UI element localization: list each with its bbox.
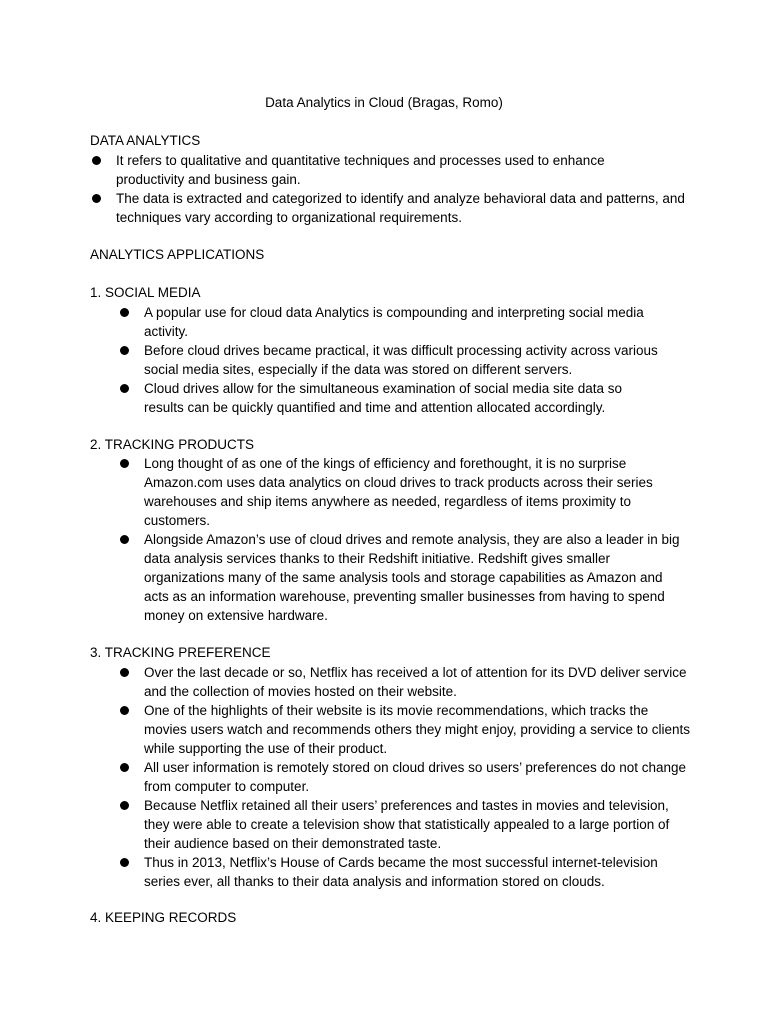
- bullet-icon: [120, 346, 129, 355]
- document-title: Data Analytics in Cloud (Bragas, Romo): [265, 95, 503, 110]
- bullet-icon: [120, 459, 129, 468]
- bullet-icon: [120, 384, 129, 393]
- list-item: Alongside Amazon’s use of cloud drives and remote analysis, they are also a leader in big data analysis services thanks to their Redshift initiative. Redshift gives smaller organizations many of the same analysis tools and storage capabilities as Amazon and acts as an information warehouse, preventing smaller businesses from having to spend money on extensive hardware.: [118, 530, 690, 625]
- bullet-icon: [120, 535, 129, 544]
- social-media-list: [118, 303, 663, 417]
- heading-tracking-products: 2. TRACKING PRODUCTS: [90, 437, 255, 452]
- list-item: Over the last decade or so, Netflix has received a lot of attention for its DVD deliver service and the collection of movies hosted on their website.: [118, 663, 690, 701]
- list-item: The data is extracted and categorized to identify and analyze behavioral data and patterns, and techniques vary according to organizational requirements.: [90, 189, 690, 227]
- bullet-icon: [120, 801, 129, 810]
- bullet-icon: [92, 156, 101, 165]
- heading-data-analytics: DATA ANALYTICS: [90, 133, 201, 148]
- bullet-icon: [120, 706, 129, 715]
- list-item: It refers to qualitative and quantitative techniques and processes used to enhance productivity and business gain.: [90, 151, 676, 189]
- list-item: A popular use for cloud data Analytics is compounding and interpreting social media activity.: [118, 303, 663, 341]
- bullet-icon: [120, 763, 129, 772]
- tracking-preference-list: [118, 663, 690, 891]
- list-item: One of the highlights of their website is its movie recommendations, which tracks the movies users watch and recommends others they might enjoy, providing a service to clients while supporting the use of their product.: [118, 701, 690, 758]
- tracking-products-list: [118, 454, 690, 625]
- bullet-icon: [92, 194, 101, 203]
- list-item: All user information is remotely stored on cloud drives so users’ preferences do not change from computer to computer.: [118, 758, 690, 796]
- heading-analytics-applications: ANALYTICS APPLICATIONS: [90, 247, 265, 262]
- list-item: Because Netflix retained all their users’ preferences and tastes in movies and television, they were able to create a television show that statistically appealed to a large portion of their audience based on their demonstrated taste.: [118, 796, 690, 853]
- list-item: Before cloud drives became practical, it was difficult processing activity across various social media sites, especially if the data was stored on different servers.: [118, 341, 663, 379]
- list-item: Thus in 2013, Netflix’s House of Cards became the most successful internet-television series ever, all thanks to their data analysis and information stored on clouds.: [118, 853, 690, 891]
- data-analytics-list: [90, 151, 690, 227]
- heading-tracking-preference: 3. TRACKING PREFERENCE: [90, 645, 271, 660]
- bullet-icon: [120, 668, 129, 677]
- heading-social-media: 1. SOCIAL MEDIA: [90, 285, 201, 300]
- list-item: Long thought of as one of the kings of efficiency and forethought, it is no surprise Amazon.com uses data analytics on cloud drives to track products across their series warehouses and ship items anywhere as needed, regardless of items proximity to customers.: [118, 454, 690, 530]
- bullet-icon: [120, 308, 129, 317]
- list-item: Cloud drives allow for the simultaneous examination of social media site data so results can be quickly quantified and time and attention allocated accordingly.: [118, 379, 663, 417]
- bullet-icon: [120, 858, 129, 867]
- heading-keeping-records: 4. KEEPING RECORDS: [90, 910, 237, 925]
